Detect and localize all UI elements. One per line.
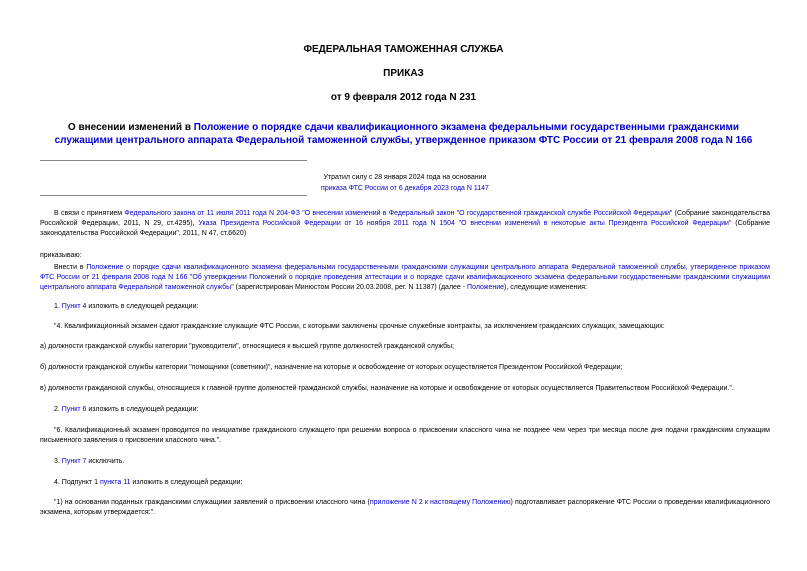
item-1: 1. Пункт 4 изложить в следующей редакции:: [54, 303, 199, 310]
title-prefix: О внесении изменений в: [67, 122, 194, 133]
status-note-link[interactable]: приказа ФТС России от 6 декабря 2023 года N 1147: [321, 185, 489, 192]
quote-4: "4. Квалификационный экзамен сдают гражданские служащие ФТС России, с которыми заключены срочные служебные контракты, за исключением гражданских служащих, замещающих:: [54, 323, 665, 330]
appendix-2-link[interactable]: приложение N 2 к настоящему Положению: [369, 499, 511, 506]
status-note-text: Утратил силу с 28 января 2024 года на основании: [323, 174, 487, 181]
document-title: [40, 121, 767, 147]
federal-law-link[interactable]: Федерального закона от 11 июля 2011 года N 204-ФЗ "О внесении изменений в Федеральный закон "О государственной гражданской службе Российской Федерации": [124, 210, 673, 217]
doc-date-heading: от 9 февраля 2012 года N 231: [330, 92, 477, 103]
divider-top: [40, 160, 307, 161]
quote-6: "6. Квалификационный экзамен проводится по инициативе гражданского служащего при решении вопроса о присвоении классного чина не позднее чем через три месяца после дня подачи гражданским служащим письменного заявления о присвоении классного чина.".: [40, 427, 770, 444]
item-3: 3. Пункт 7 исключить.: [54, 458, 125, 465]
quote-4-a: а) должности гражданской службы категории "руководители", относящиеся к высшей группе должностей гражданской службы;: [40, 343, 455, 350]
quote-4-b: б) должности гражданской службы категории "помощники (советники)", назначение на которые и освобождение от которых осуществляется Президентом Российской Федерации;: [40, 364, 623, 371]
status-note: [260, 172, 550, 194]
item-4: 4. Подпункт 1 пункта 11 изложить в следующей редакции:: [54, 479, 243, 486]
regulation-link[interactable]: Положение о порядке сдачи квалификационного экзамена федеральными государственными гражданскими служащими центрального аппарата Федеральной таможенной службы, утвержденное приказом ФТС России от 21 февраля 2008 года N 166 "Об утверждении Положений о порядке проведения аттестации и о порядке сдачи квалификационного экзамена федеральными государственными гражданскими служащими центрального аппарата Федеральной таможенной службы": [40, 264, 770, 291]
presidential-decree-link[interactable]: Указа Президента Российской Федерации от 16 ноября 2011 года N 1504 "О внесении изменений в некоторые акты Президента Российской Федерации": [198, 220, 732, 227]
quote-11-1: "1) на основании поданных гражданскими служащими заявлений о присвоении классного чина (приложение N 2 к настоящему Положению) подготавливает распоряжение ФТС России о проведении квалификационного экзамена, которым утверждается:".: [40, 499, 771, 516]
amendment-paragraph: Внести в Положение о порядке сдачи квалификационного экзамена федеральными государственными гражданскими служащими центрального аппарата Федеральной таможенной службы, утвержденное приказом ФТС России от 21 февраля 2008 года N 166 "Об утверждении Положений о порядке проведения аттестации и о порядке сдачи квалификационного экзамена федеральными государственными гражданскими служащими центрального аппарата Федеральной таможенной службы" (зарегистрирован Минюстом России 20.03.2008, рег. N 11387) (далее - Положение), следующие изменения:: [40, 264, 770, 291]
regulation-short-link[interactable]: Положение: [467, 284, 505, 291]
item-2: 2. Пункт 6 изложить в следующей редакции:: [54, 406, 199, 413]
title-link[interactable]: Положение о порядке сдачи квалификационного экзамена федеральными государственными гражданскими служащими центрального аппарата Федеральной таможенной службы, утвержденное приказом ФТС России от 21 февраля 2008 года N 166: [54, 122, 753, 146]
order-word: приказываю:: [40, 252, 82, 259]
quote-4-c: в) должности гражданской службы, относящиеся к главной группе должностей гражданской службы, назначение на которые и освобождение от которых осуществляется Правительством Российской Федерации.".: [40, 385, 734, 392]
item-3-link[interactable]: Пункт 7: [61, 458, 87, 465]
preamble-paragraph: В связи с принятием Федерального закона от 11 июля 2011 года N 204-ФЗ "О внесении изменений в Федеральный закон "О государственной гражданской службе Российской Федерации" (Собрание законодательства Российской Федерации, 2011, N 29, ст.4295), Указа Президента Российской Федерации от 16 ноября 2011 года N 1504 "О внесении изменений в некоторые акты Президента Российской Федерации" (Собрание законодательства Российской Федерации", 2011, N 47, ст.6620): [40, 210, 771, 237]
item-1-link[interactable]: Пункт 4: [61, 303, 87, 310]
divider-bottom: [40, 195, 307, 196]
item-4-link[interactable]: пункта 11: [99, 479, 131, 486]
item-2-link[interactable]: Пункт 6: [61, 406, 87, 413]
doc-type-heading: ПРИКАЗ: [383, 68, 424, 79]
org-heading: ФЕДЕРАЛЬНАЯ ТАМОЖЕННАЯ СЛУЖБА: [303, 44, 504, 55]
